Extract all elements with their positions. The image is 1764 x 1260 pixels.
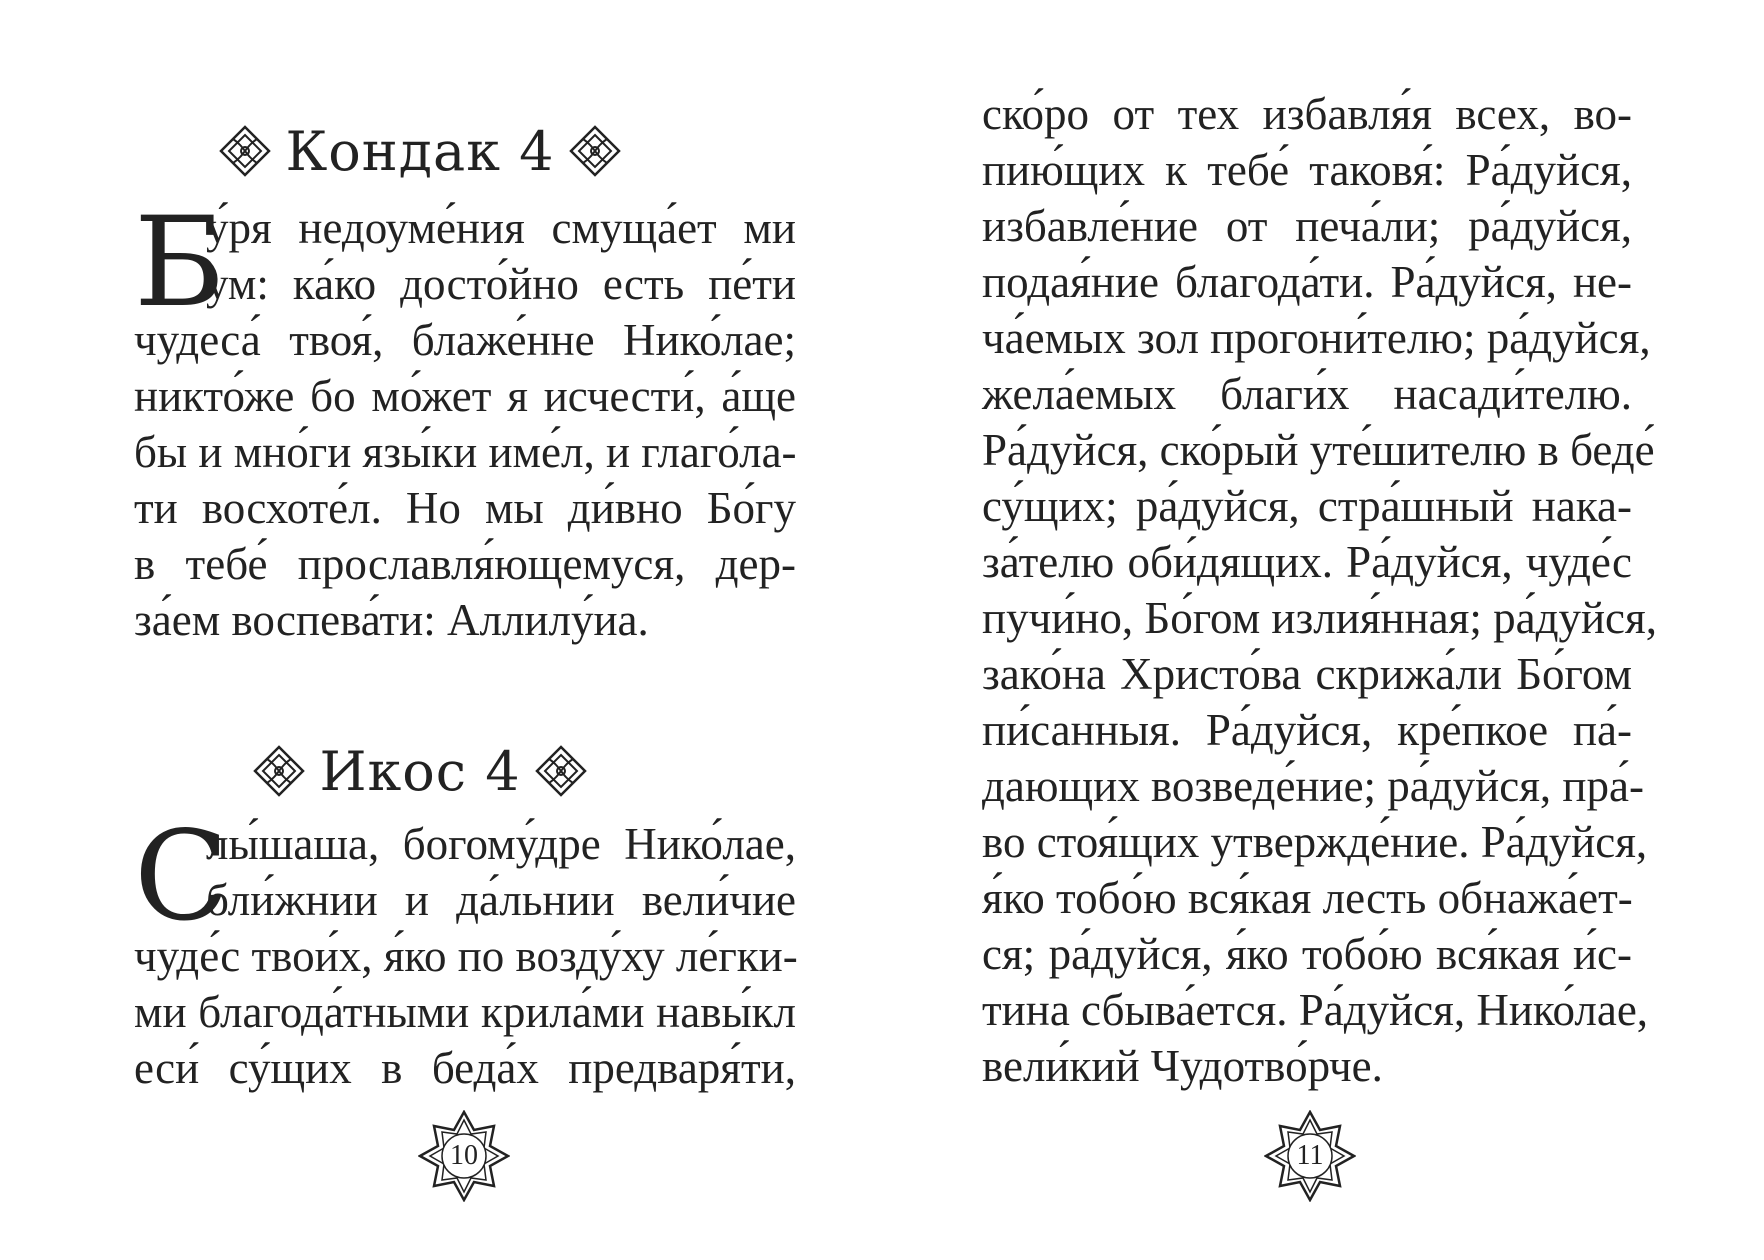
text-line: вели́кий Чудотво́рче. <box>982 1041 1383 1091</box>
text-line: ско́ро от тех избавля́я всех, во- <box>982 89 1632 139</box>
page-number-11 <box>1264 1110 1356 1202</box>
text-line: ся; ра́дуйся, я́ко тобо́ю вся́кая и́с- <box>982 929 1632 979</box>
ikos-drop-cap: С <box>134 805 229 949</box>
text-line: Ра́дуйся, ско́рый уте́шителю в беде́ <box>982 425 1655 475</box>
text-line: ум: ка́ко досто́йно есть пе́ти <box>206 259 796 309</box>
text-line: избавле́ние от печа́ли; ра́дуйся, <box>982 201 1632 251</box>
page-number-text: 11 <box>1296 1140 1324 1171</box>
kontakion-drop-cap: Б <box>134 191 226 335</box>
text-line: у́ря недоуме́ния смуща́ет ми <box>206 203 796 253</box>
kontakion-title: Кондак 4 <box>285 119 555 183</box>
text-line: бы и мно́ги язы́ки име́л, и глаго́ла- <box>134 427 797 477</box>
text-line: ти восхоте́л. Но мы ди́вно Бо́гу <box>134 483 796 533</box>
text-line: бли́жнии и да́льнии вели́чие <box>206 875 796 925</box>
kontakion-text <box>134 191 797 648</box>
text-line: зако́на Христо́ва скрижа́ли Бо́гом <box>982 649 1632 699</box>
knot-ornament-icon <box>565 121 625 181</box>
page-number-text: 10 <box>450 1140 478 1171</box>
text-line: за́телю оби́дящих. Ра́дуйся, чуде́с <box>982 537 1632 587</box>
text-line: чудеса́ твоя́, блаже́нне Нико́лае; <box>134 315 796 365</box>
right-page-text <box>982 86 1657 1094</box>
text-line: я́ко тобо́ю вся́кая лесть обнажа́ет- <box>982 873 1633 923</box>
text-line: су́щих; ра́дуйся, стра́шный нака- <box>982 481 1632 531</box>
text-line: во стоя́щих утвержде́ние. Ра́дуйся, <box>982 817 1648 867</box>
ikos-heading <box>140 738 700 804</box>
text-line: ча́емых зол прогони́телю; ра́дуйся, <box>982 313 1651 363</box>
text-line: в тебе́ прославля́ющемуся, дер- <box>134 539 796 589</box>
text-line: никто́же бо мо́жет я исчести́, а́ще <box>134 371 796 421</box>
ikos-text <box>134 805 798 1096</box>
right-page <box>882 0 1764 1260</box>
text-line: тина сбыва́ется. Ра́дуйся, Нико́лае, <box>982 985 1649 1035</box>
text-line: чуде́с твои́х, я́ко по возду́ху ле́гки- <box>134 931 798 981</box>
kontakion-heading <box>140 118 700 184</box>
text-line: пию́щих к тебе́ таковя́: Ра́дуйся, <box>982 145 1632 195</box>
text-line: дающих возведе́ние; ра́дуйся, пра́- <box>982 761 1644 811</box>
text-line: подая́ние благода́ти. Ра́дуйся, не- <box>982 257 1632 307</box>
text-line: ми благода́тными крила́ми навы́кл <box>134 987 796 1037</box>
text-line: лы́шаша, богому́дре Нико́лае, <box>206 819 796 869</box>
text-line: за́ем воспева́ти: Аллилу́иа. <box>134 595 649 645</box>
knot-ornament-icon <box>249 741 309 801</box>
text-line: пучи́но, Бо́гом излия́нная; ра́дуйся, <box>982 593 1657 643</box>
ikos-title: Икос 4 <box>319 739 521 803</box>
page-number-10 <box>418 1110 510 1202</box>
text-line: еси́ су́щих в беда́х предваря́ти, <box>134 1043 796 1093</box>
text-line: пи́санныя. Ра́дуйся, кре́пкое па́- <box>982 705 1632 755</box>
text-line: жела́емых благи́х насади́телю. <box>982 369 1632 419</box>
knot-ornament-icon <box>531 741 591 801</box>
knot-ornament-icon <box>215 121 275 181</box>
